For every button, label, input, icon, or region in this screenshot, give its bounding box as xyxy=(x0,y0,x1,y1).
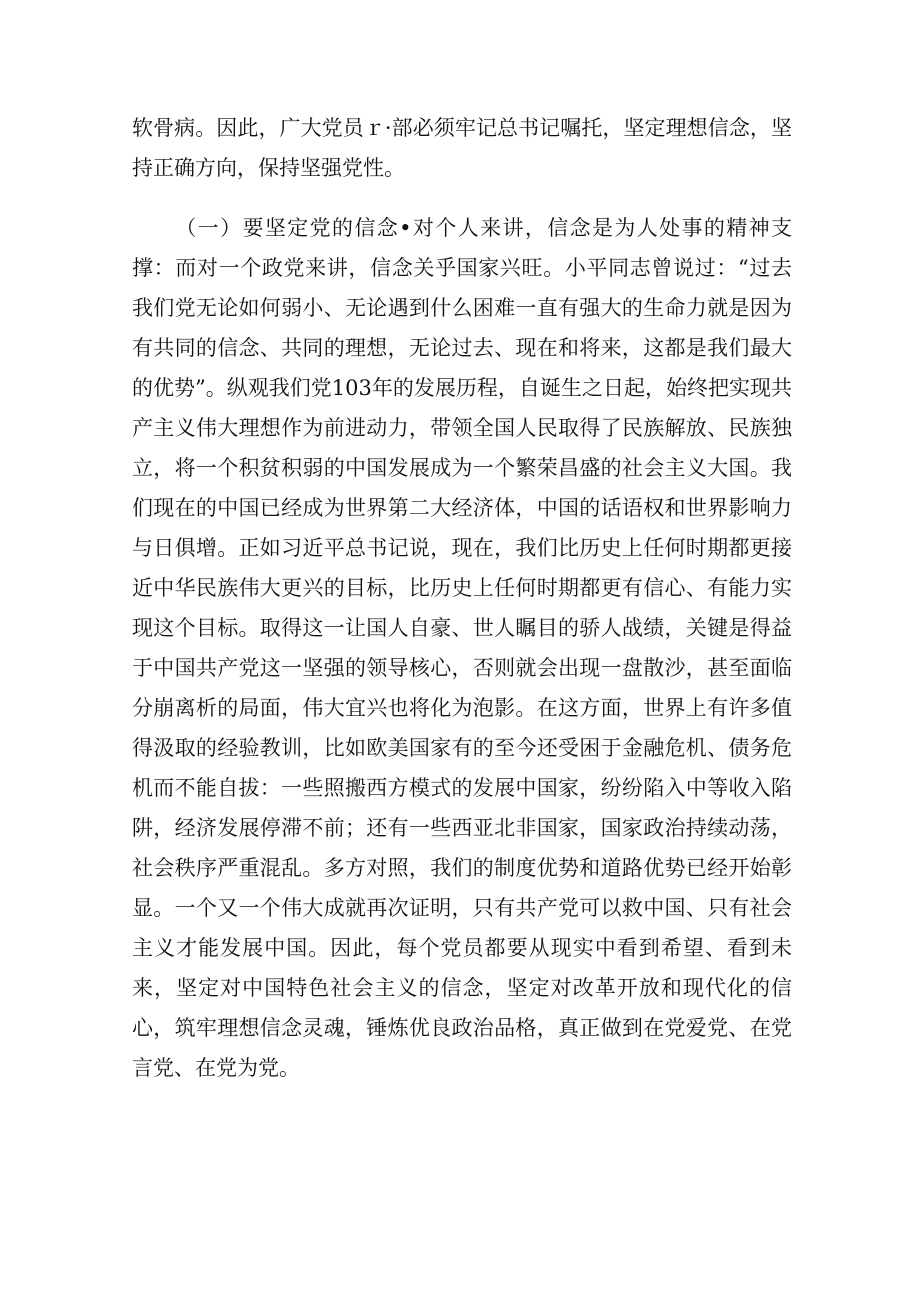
paragraph-2 xyxy=(132,208,792,1088)
paragraph-2-body xyxy=(132,208,792,1088)
paragraph-2-text: （一）要坚定党的信念•对个人来讲，信念是为人处事的精神支撑：而对一个政党来讲，信念关乎国家兴旺。小平同志曾说过：“过去我们党无论如何弱小、无论遇到什么困难一直有强大的生命力就是因为有共同的信念、共同的理想，无论过去、现在和将来，这都是我们最大的优势”。纵观我们党103年的发展历程，自诞生之日起，始终把实现共产主义伟大理想作为前进动力，带领全国人民取得了民族解放、民族独立，将一个积贫积弱的中国发展成为一个繁荣昌盛的社会主义大国。我们现在的中国已经成为世界第二大经济体，中国的话语权和世界影响力与日俱增。正如习近平总书记说，现在，我们比历史上任何时期都更接近中华民族伟大更兴的目标，比历史上任何时期都更有信心、有能力实现这个目标。取得这一让国人自豪、世人瞩目的骄人战绩，关键是得益于中国共产党这一坚强的领导核心，否则就会出现一盘散沙，甚至面临分崩离析的局面，伟大宜兴也将化为泡影。在这方面，世界上有许多值得汲取的经验教训，比如欧美国家有的至今还受困于金融危机、债务危机而不能自拔：一些照搬西方模式的发展中国家，纷纷陷入中等收入陷阱，经济发展停滞不前；还有一些西亚北非国家，国家政治持续动荡，社会秩序严重混乱。多方对照，我们的制度优势和道路优势已经开始彰显。一个又一个伟大成就再次证明，只有共产党可以救中国、只有社会主义才能发展中国。因此，每个党员都要从现实中看到希望、看到未来，坚定对中国特色社会主义的信念，坚定对改革开放和现代化的信心，筑牢理想信念灵魂，锤炼优良政治品格，真正做到在党爱党、在党言党、在党为党。 xyxy=(132,216,792,1080)
paragraph-1 xyxy=(132,108,792,188)
paragraph-1-text: 软骨病。因此，广大党员ｒ·部必须牢记总书记嘱托，坚定理想信念，坚持正确方向，保持坚强党性。 xyxy=(132,116,792,180)
